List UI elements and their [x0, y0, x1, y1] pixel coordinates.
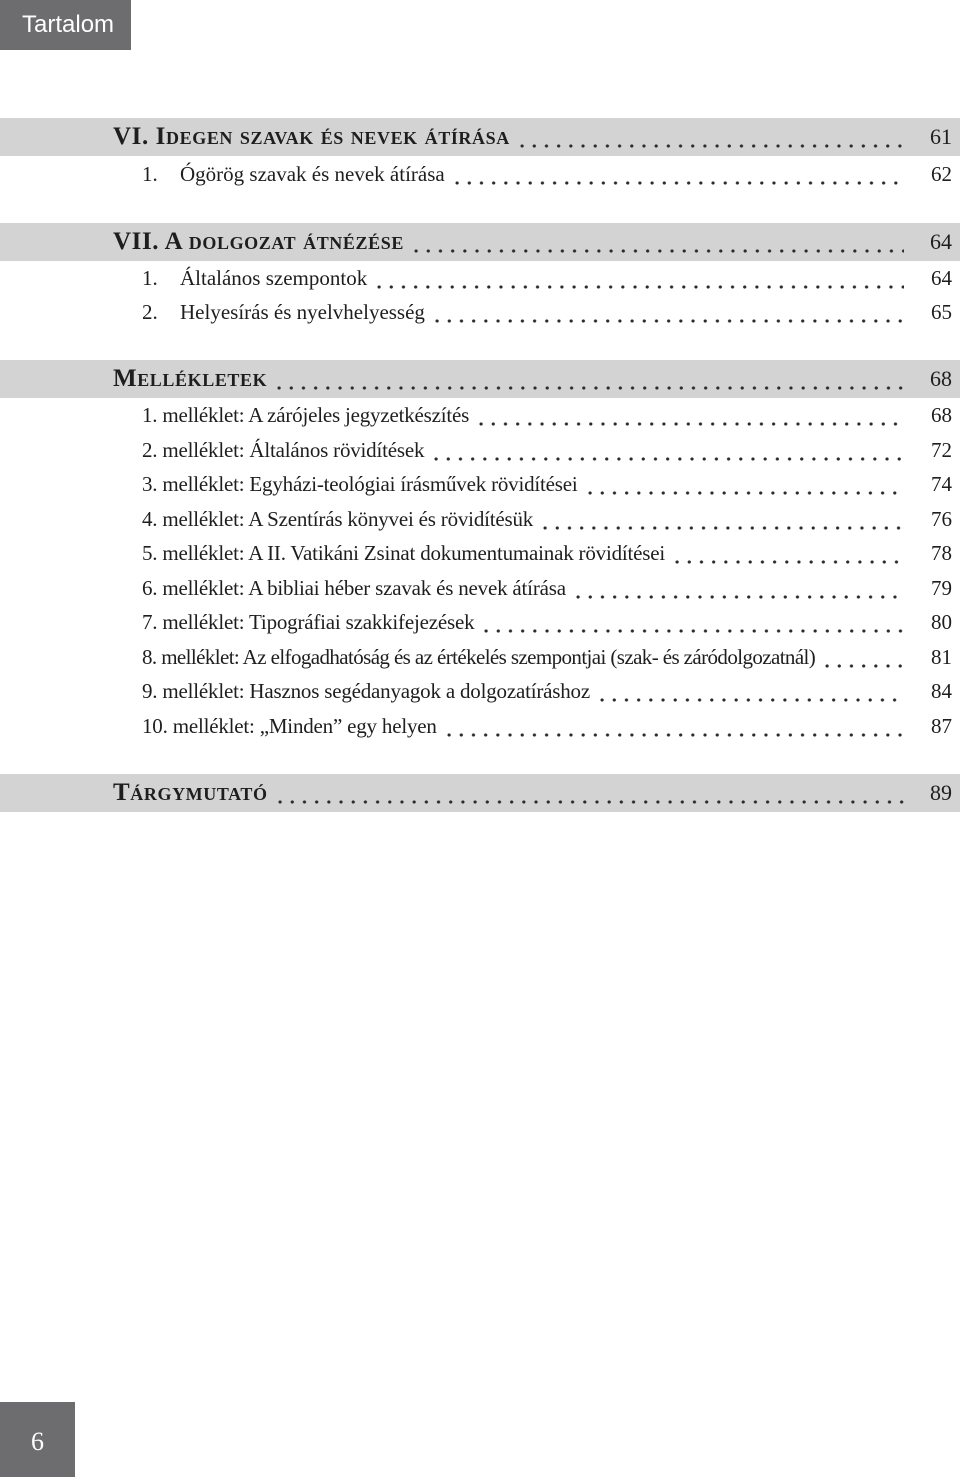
dot-leader [475, 398, 904, 432]
toc-page-number: 65 [931, 299, 952, 324]
toc-section-vii[interactable] [0, 223, 960, 261]
toc-page-number: 72 [931, 437, 952, 462]
toc-appendix-entry[interactable] [0, 709, 960, 743]
toc-page-number: 84 [931, 678, 952, 703]
dot-leader [274, 774, 904, 812]
toc-page-number: 76 [931, 506, 952, 531]
toc-entry-title: 2. melléklet: Általános rövidítések [142, 437, 425, 462]
dot-leader [584, 467, 904, 501]
page-number: 6 [31, 1427, 44, 1456]
toc-entry-title: 9. melléklet: Hasznos segédanyagok a dolgozatíráshoz [142, 678, 590, 703]
toc-page-number: 64 [931, 265, 952, 290]
toc-entry-title: 7. melléklet: Tipográfiai szakkifejezések [142, 609, 475, 634]
dot-leader [539, 502, 904, 536]
toc-section-title: VII. A dolgozat átnézése [113, 228, 404, 255]
toc-appendix-entry[interactable] [0, 674, 960, 708]
toc-page-number: 62 [931, 161, 952, 186]
toc-appendix-entry[interactable] [0, 640, 960, 674]
dot-leader [373, 261, 904, 295]
dot-leader [431, 295, 904, 329]
toc-entry-title: Helyesírás és nyelvhelyesség [180, 299, 425, 324]
toc-entry-number: 2. [142, 299, 158, 324]
toc-page-number: 89 [930, 780, 952, 805]
toc-entry[interactable] [0, 261, 960, 295]
toc-entry-title: 6. melléklet: A bibliai héber szavak és nevek átírása [142, 575, 566, 600]
toc-appendix-entry[interactable] [0, 605, 960, 639]
toc-page-number: 61 [930, 124, 952, 149]
toc-page-number: 87 [931, 713, 952, 738]
toc-section-title: Tárgymutató [113, 779, 268, 806]
dot-leader [596, 674, 904, 708]
toc-section-appendices[interactable] [0, 360, 960, 398]
dot-leader [516, 118, 904, 156]
toc-page-number: 78 [931, 540, 952, 565]
dot-leader [572, 571, 904, 605]
toc-section-vi[interactable] [0, 118, 960, 156]
toc-appendix-entry[interactable] [0, 502, 960, 536]
toc-appendix-entry[interactable] [0, 536, 960, 570]
toc-entry-title: 4. melléklet: A Szentírás könyvei és rövidítésük [142, 506, 534, 531]
page-number-box [0, 1402, 75, 1477]
toc-entry-number: 1. [142, 265, 158, 290]
dot-leader [821, 640, 904, 674]
dot-leader [671, 536, 904, 570]
dot-leader [410, 223, 904, 261]
toc-page-number: 64 [930, 229, 952, 254]
toc-entry[interactable] [0, 157, 960, 191]
toc-page-number: 74 [931, 471, 952, 496]
toc-page-number: 81 [931, 644, 952, 669]
toc-section-title: Mellékletek [113, 365, 268, 392]
toc-entry-title: 1. melléklet: A zárójeles jegyzetkészítés [142, 402, 470, 427]
toc-appendix-entry[interactable] [0, 571, 960, 605]
toc-entry-title: 3. melléklet: Egyházi-teológiai írásművek rövidítései [142, 471, 578, 496]
dot-leader [451, 157, 904, 191]
dot-leader [480, 605, 904, 639]
dot-leader [430, 433, 904, 467]
toc-entry-title: Általános szempontok [180, 265, 368, 290]
toc-entry-number: 1. [142, 161, 158, 186]
toc-entry-title: 8. melléklet: Az elfogadhatóság és az értékelés szempontjai (szak- és záródolgozatnál) [142, 644, 816, 669]
toc-entry-title: 5. melléklet: A II. Vatikáni Zsinat dokumentumainak rövidítései [142, 540, 665, 565]
toc-entry[interactable] [0, 295, 960, 329]
dot-leader [443, 709, 904, 743]
toc-appendix-entry[interactable] [0, 433, 960, 467]
toc-page-number: 80 [931, 609, 952, 634]
toc-entry-title: 10. melléklet: „Minden” egy helyen [142, 713, 437, 738]
dot-leader [273, 360, 904, 398]
toc-appendix-entry[interactable] [0, 467, 960, 501]
toc-section-title: VI. Idegen szavak és nevek átírása [113, 123, 510, 150]
toc-page-number: 68 [930, 366, 952, 391]
toc-appendix-entry[interactable] [0, 398, 960, 432]
tab-label-text: Tartalom [22, 11, 115, 38]
toc-section-index[interactable] [0, 774, 960, 812]
toc-page-number: 79 [931, 575, 952, 600]
section-tab-label [0, 0, 131, 50]
toc-entry-title: Ógörög szavak és nevek átírása [180, 161, 445, 186]
toc-page-number: 68 [931, 402, 952, 427]
